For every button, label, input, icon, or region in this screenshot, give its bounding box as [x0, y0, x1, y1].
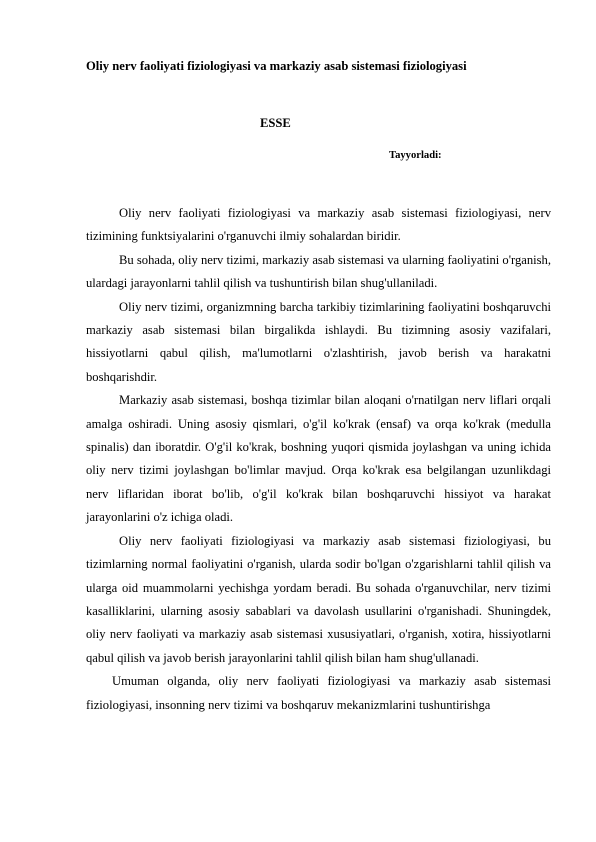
paragraph-2: Bu sohada, oliy nerv tizimi, markaziy asab sistemasi va ularning faoliyatini o'rganish, ulardagi jarayonlarni tahlil qilish va tushuntirish bilan shug'ullaniladi.: [86, 252, 551, 291]
paragraph-6: Umuman olganda, oliy nerv faoliyati fiziologiyasi va markaziy asab sistemasi fiziologiyasi, insonning nerv tizimi va boshqaruv mekanizmlarini tushuntirishga: [86, 674, 551, 712]
essay-body: [86, 202, 551, 717]
paragraph-5: Oliy nerv faoliyati fiziologiyasi va markaziy asab sistemasi fiziologiyasi, bu tizimlarning normal faoliyatini o'rganish, ularda sodir bo'lgan o'zgarishlarni tahlil qilish va ularga oid muammolarni yechishga yordam beradi. Bu sohada o'rganuvchilar, nerv tizimi kasalliklarini, ularning asosiy sabablari va davolash usullarini o'rganishadi. Shuningdek, oliy nerv faoliyati va markaziy asab sistemasi xususiyatlari, o'rganish, xotira, hissiyotlarni qabul qilish va javob berish jarayonlarini tahlil qilish bilan ham shug'ullanadi.: [86, 533, 551, 665]
prepared-by-label: Tayyorladi:: [389, 150, 442, 161]
essay-heading: ESSE: [260, 116, 291, 130]
paragraph-3: Oliy nerv tizimi, organizmning barcha tarkibiy tizimlarining faoliyatini boshqaruvchi markaziy asab sistemasi bilan birgalikda ishlaydi. Bu tizimning asosiy vazifalari, hissiyotlarni qabul qilish, ma'lumotlarni o'zlashtirish, javob berish va harakatni boshqarishdir.: [86, 299, 551, 384]
paragraph-1: Oliy nerv faoliyati fiziologiyasi va markaziy asab sistemasi fiziologiyasi, nerv tizimining funktsiyalarini o'rganuvchi ilmiy sohalardan biridir.: [86, 206, 551, 244]
document-title: Oliy nerv faoliyati fiziologiyasi va markaziy asab sistemasi fiziologiyasi: [86, 59, 467, 73]
paragraph-4: Markaziy asab sistemasi, boshqa tizimlar bilan aloqani o'rnatilgan nerv liflari orqali amalga oshiradi. Uning asosiy qismlari, o'g'il ko'krak (ensaf) va orqa ko'krak (medulla spinalis) dan iboratdir. O'g'il ko'krak, boshning yuqori qismida joylashgan va uning ichida oliy nerv tizimi joylashgan bo'limlar mavjud. Orqa ko'krak esa belgilangan uzunlikdagi nerv liflaridan iborat bo'lib, o'g'il ko'krak bilan boshqaruvchi hissiyot va harakat jarayonlarini o'z ichiga oladi.: [86, 393, 551, 525]
